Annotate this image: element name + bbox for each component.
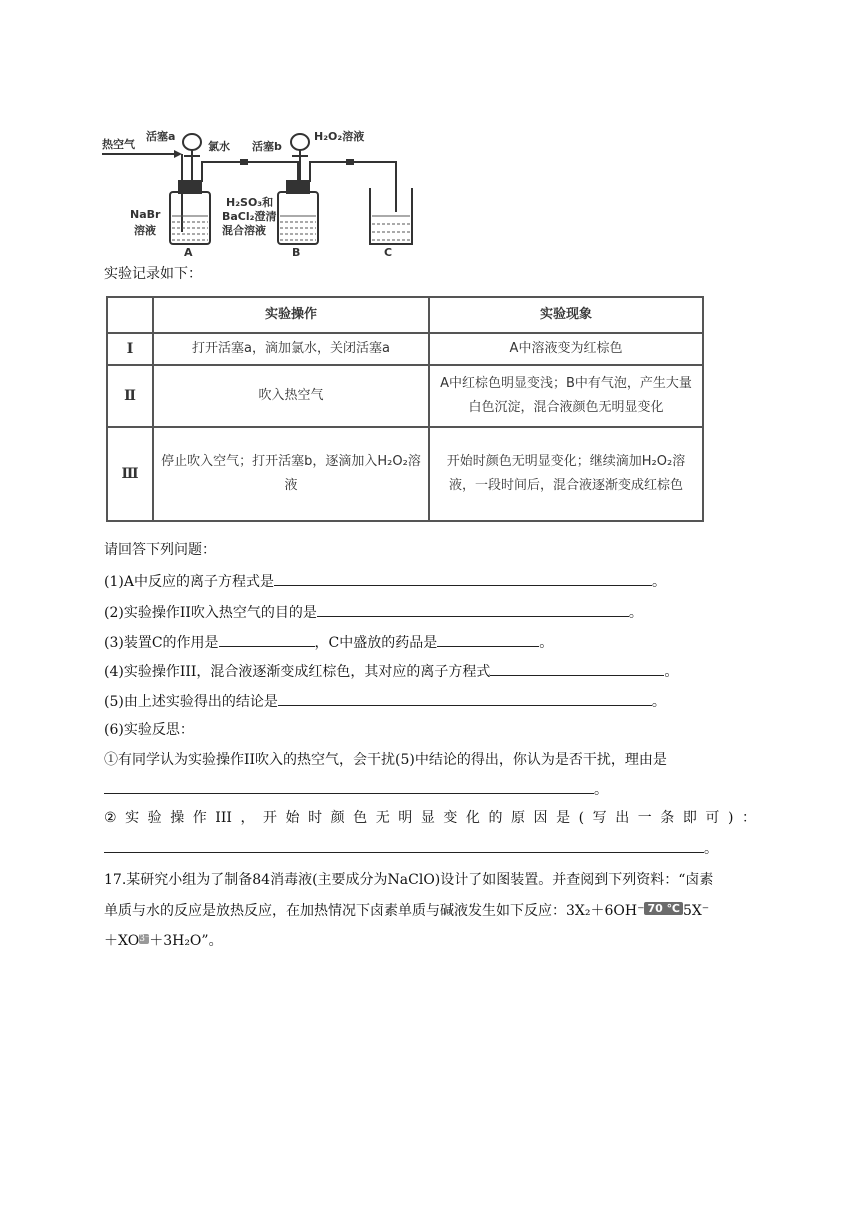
- reaction-condition-badge: 70 ℃: [644, 902, 682, 915]
- table-row: [107, 333, 703, 365]
- tube-a-b: [202, 162, 298, 188]
- q62-char: 化: [465, 810, 480, 826]
- q62-char: 的: [488, 810, 503, 826]
- q62-char: 作: [192, 810, 207, 826]
- row-number: Ⅰ: [107, 333, 153, 365]
- question-17-line-3: [104, 931, 223, 951]
- bottle-b: [278, 180, 318, 244]
- record-intro: 实验记录如下：: [104, 266, 202, 282]
- table-header-operation: 实验操作: [153, 297, 429, 333]
- beaker-c: [370, 188, 412, 244]
- q62-char: 可: [705, 810, 720, 826]
- question-3-period: 。: [539, 635, 554, 651]
- label-h2o2: H₂O₂溶液: [314, 130, 365, 143]
- label-b: B: [292, 246, 301, 259]
- row-phenomenon: A中红棕色明显变浅；B中有气泡，产生大量白色沉淀，混合液颜色无明显变化: [429, 365, 703, 427]
- table-header-row: [107, 297, 703, 333]
- q62-char: 因: [533, 810, 548, 826]
- row-phenomenon: 开始时颜色无明显变化；继续滴加H₂O₂溶液，一段时间后，混合液逐渐变成红棕色: [429, 427, 703, 521]
- q62-char: 一: [637, 810, 652, 826]
- label-stopcock-b: 活塞b: [252, 140, 282, 153]
- table-header-empty: [107, 297, 153, 333]
- q62-char: 明: [398, 810, 413, 826]
- answer-blank-1[interactable]: [274, 571, 652, 586]
- question-6-1-answer: [104, 779, 608, 800]
- q62-char: III: [215, 810, 232, 826]
- question-3-text-a: (3)装置C的作用是: [104, 635, 219, 651]
- ion-subscript: 3⁻: [139, 934, 150, 944]
- question-4: [104, 661, 678, 682]
- question-17-text-2a: 单质与水的反应是放热反应，在加热情况下卤素单质与碱液发生如下反应：3X₂＋6OH⁻: [104, 903, 645, 919]
- question-17-line-2: [104, 901, 709, 921]
- q62-char: 写: [592, 810, 607, 826]
- q62-char: 出: [615, 810, 630, 826]
- q62-char: 操: [170, 810, 185, 826]
- label-hot-air: 热空气: [102, 138, 135, 151]
- answer-blank-3a[interactable]: [219, 632, 315, 647]
- q62-char: ，: [240, 810, 255, 826]
- q62-char: 即: [682, 810, 697, 826]
- question-5-period: 。: [651, 694, 666, 710]
- question-6-1: ①有同学认为实验操作II吹入的热空气，会干扰(5)中结论的得出，你认为是否干扰，理由是: [104, 752, 667, 768]
- question-17-text-2b: 5X⁻: [682, 903, 710, 919]
- label-c: C: [384, 246, 393, 259]
- question-1-text: (1)A中反应的离子方程式是: [104, 574, 274, 590]
- q62-char: 验: [147, 810, 162, 826]
- row-operation: 吹入热空气: [153, 365, 429, 427]
- question-2-text: (2)实验操作II吹入热空气的目的是: [104, 605, 317, 621]
- connector-2: [346, 159, 354, 165]
- q62-char: 始: [285, 810, 300, 826]
- answer-blank-2[interactable]: [317, 602, 629, 617]
- label-mix-2: BaCl₂澄清: [222, 210, 277, 223]
- q62-char: 开: [262, 810, 277, 826]
- q62-char: 颜: [330, 810, 345, 826]
- question-3: [104, 632, 553, 653]
- q62-char: 无: [375, 810, 390, 826]
- row-phenomenon: A中溶液变为红棕色: [429, 333, 703, 365]
- label-a: A: [184, 246, 193, 259]
- question-6-1-period: 。: [594, 782, 608, 798]
- question-4-text: (4)实验操作III，混合液逐渐变成红棕色，其对应的离子方程式: [104, 664, 491, 680]
- question-2: [104, 602, 643, 623]
- answer-blank-4[interactable]: [490, 661, 664, 676]
- question-5-text: (5)由上述实验得出的结论是: [104, 694, 278, 710]
- label-mix-3: 混合溶液: [222, 224, 266, 237]
- q62-char: 色: [353, 810, 368, 826]
- label-nabr-2: 溶液: [134, 224, 156, 237]
- answer-blank-5[interactable]: [278, 691, 652, 706]
- question-5: [104, 691, 666, 712]
- q62-char: 时: [308, 810, 323, 826]
- q62-char: (: [578, 810, 585, 826]
- q62-char: 实: [125, 810, 140, 826]
- q62-char: 是: [556, 810, 571, 826]
- label-nabr-1: NaBr: [130, 208, 161, 221]
- row-operation: 停止吹入空气；打开活塞b，逐滴加入H₂O₂溶液: [153, 427, 429, 521]
- q62-char: ：: [741, 810, 756, 826]
- question-6-2-period: 。: [704, 841, 718, 857]
- question-6-2: [104, 808, 756, 828]
- connector-1: [240, 159, 248, 165]
- question-17-line-1: 17.某研究小组为了制备84消毒液(主要成分为NaClO)设计了如图装置。并查阅到下列资料：“卤素: [104, 872, 714, 888]
- tube-b-c: [310, 162, 396, 212]
- q62-char: 显: [420, 810, 435, 826]
- label-chlorine-water: 氯水: [208, 140, 230, 153]
- dropping-funnel-a: [183, 134, 201, 188]
- table-row: [107, 365, 703, 427]
- question-4-period: 。: [664, 664, 679, 680]
- row-number: Ⅱ: [107, 365, 153, 427]
- question-1: [104, 571, 666, 592]
- row-number: Ⅲ: [107, 427, 153, 521]
- table-header-phenomenon: 实验现象: [429, 297, 703, 333]
- inlet-arrow: [174, 150, 182, 158]
- q62-char: ②: [104, 810, 117, 826]
- row-operation: 打开活塞a，滴加氯水，关闭活塞a: [153, 333, 429, 365]
- answer-blank-3b[interactable]: [437, 632, 539, 647]
- q62-char: 条: [660, 810, 675, 826]
- q62-char: 原: [511, 810, 525, 826]
- apparatus-svg: [100, 128, 420, 260]
- question-2-period: 。: [628, 605, 643, 621]
- table-row: [107, 427, 703, 521]
- answer-blank-6-1[interactable]: [104, 779, 594, 794]
- question-6-2-answer: [104, 838, 718, 859]
- question-17-text-3b: ＋3H₂O”。: [149, 933, 223, 949]
- question-3-text-b: ，C中盛放的药品是: [314, 635, 438, 651]
- questions-intro: 请回答下列问题：: [104, 542, 216, 558]
- apparatus-diagram: [100, 128, 420, 260]
- answer-blank-6-2[interactable]: [104, 838, 704, 853]
- q62-char: 变: [443, 810, 458, 826]
- experiment-table: [106, 296, 704, 522]
- question-17-text-3a: ＋XO: [104, 933, 140, 949]
- question-1-period: 。: [651, 574, 666, 590]
- bottle-a: [170, 180, 210, 244]
- label-stopcock-a: 活塞a: [146, 130, 176, 143]
- q62-char: ): [727, 810, 734, 826]
- label-mix-1: H₂SO₃和: [226, 196, 274, 209]
- question-6: (6)实验反思：: [104, 722, 194, 738]
